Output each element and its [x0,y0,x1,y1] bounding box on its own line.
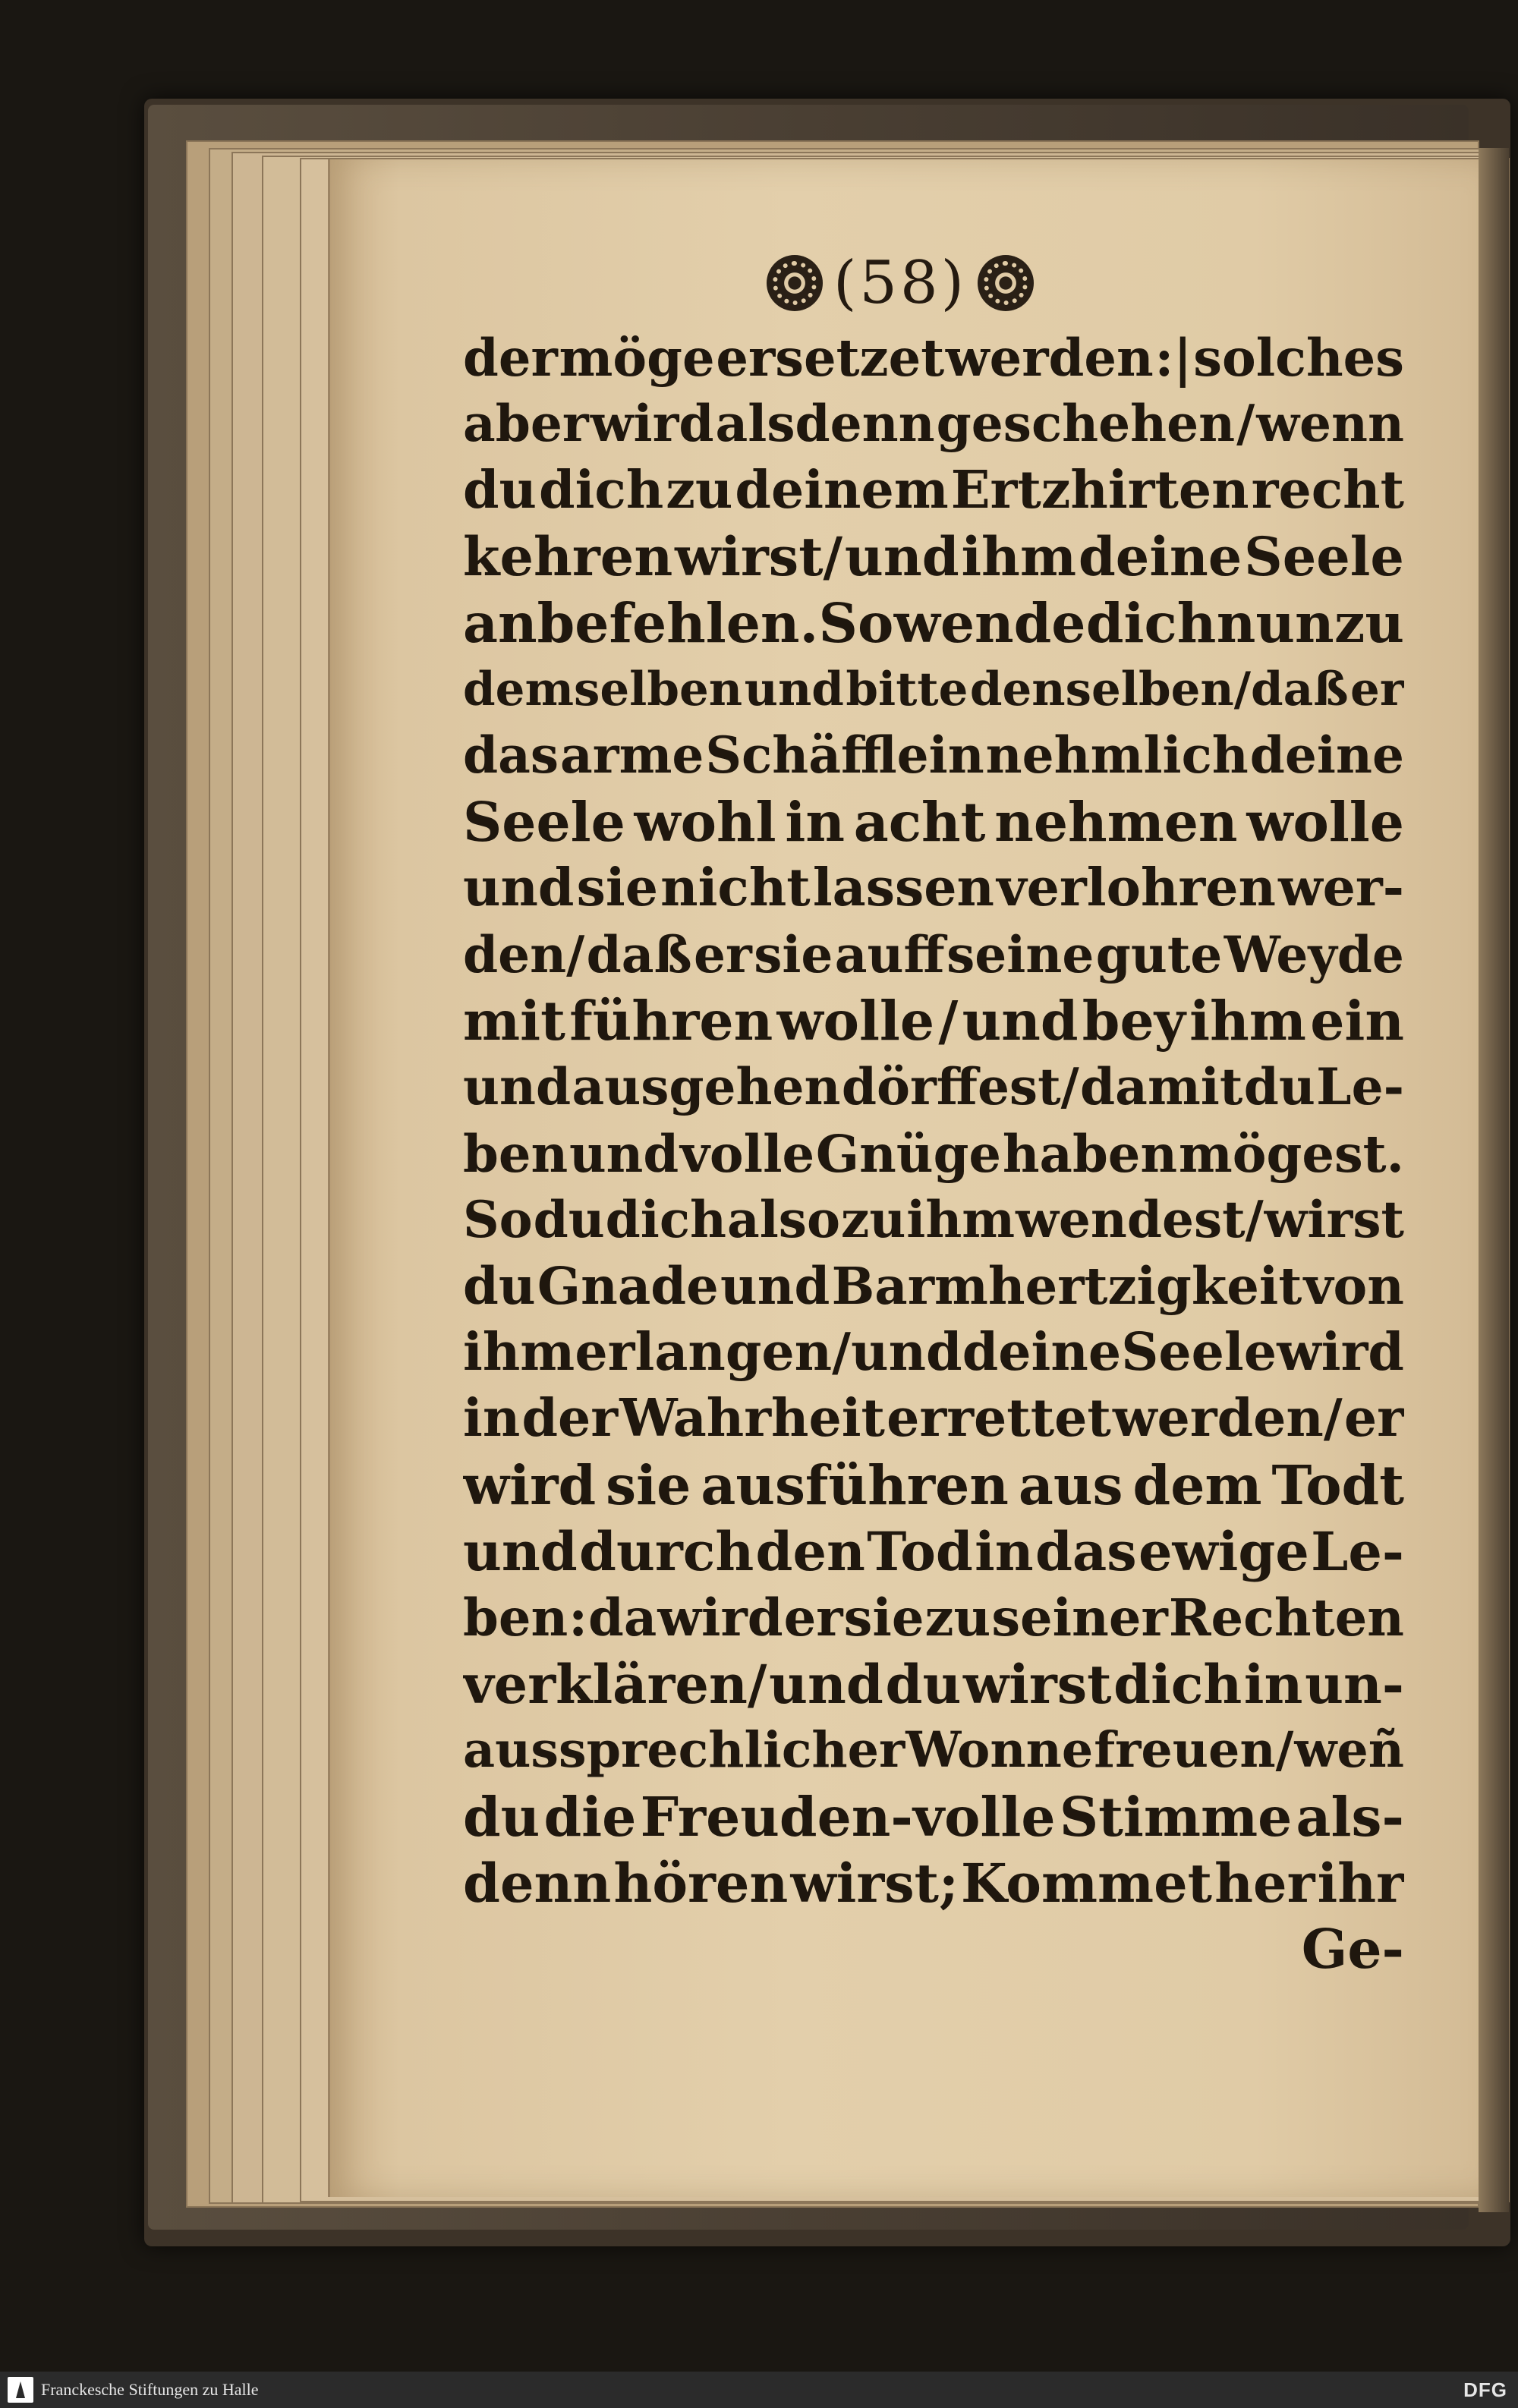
word: du [533,1190,605,1250]
word: Ertzhirten [950,459,1249,521]
word: Seele [463,789,625,854]
word: ihm [906,1190,1016,1250]
word: der [521,1388,619,1450]
institution-name: Franckesche Stiftungen zu Halle [41,2380,259,2399]
word: und [568,1123,679,1184]
word: Kommet [960,1851,1212,1915]
word: ihr [1317,1851,1404,1915]
word: das [463,726,559,785]
word: denselben/daß [969,662,1349,716]
word: un- [1305,1652,1404,1716]
word: wenn [1256,394,1404,454]
word: sie [606,1453,691,1517]
word: weñ [1294,1721,1404,1780]
word: Seele [1121,1321,1277,1383]
word: wird [1277,1321,1404,1383]
text-line [463,1651,1404,1717]
word: Gnüge [815,1123,1002,1184]
word: er [783,1588,843,1648]
word: Barmhertzigkeit [831,1256,1302,1317]
word: wer- [1278,858,1404,919]
word: er [694,924,752,984]
word: wird [463,1453,597,1517]
word: Todt [1271,1453,1404,1517]
word: wirst [1264,1190,1404,1250]
text-line [463,1187,1404,1253]
text-line [463,590,1404,656]
word: und [844,525,959,589]
word: acht [853,789,986,854]
word: Stimme [1059,1784,1293,1849]
word: Weyde [1224,924,1404,984]
word: nicht [660,858,811,919]
word: also [726,1190,840,1250]
word: Wonne [905,1721,1094,1780]
word: Rechten [1168,1588,1404,1648]
word: werden/ [1112,1388,1343,1450]
word: aussprechlicher [463,1721,905,1780]
text-line [463,1054,1404,1120]
word: volle [680,1123,815,1184]
word: nun [1216,590,1334,655]
word: in [1243,1652,1303,1716]
page-ornament-icon [978,255,1034,311]
word: deine [1249,726,1404,785]
word: und [463,858,575,919]
text-line [463,325,1404,391]
word: denn [463,1851,612,1915]
word: wirst/ [675,525,843,589]
text-line [463,1519,1404,1585]
text-line [463,988,1404,1054]
word: führen [569,988,773,1053]
word: aber [463,394,589,454]
institution-logo-icon [8,2377,33,2403]
word: auff [834,924,945,984]
word: möge [559,328,715,388]
word: erlangen/ [575,1321,851,1383]
text-line [463,1784,1404,1850]
word: demselben [463,662,743,716]
word: ausgehen [572,1057,841,1117]
text-line [463,1121,1404,1187]
word: verlohren [997,858,1276,919]
word: So [463,1190,533,1250]
word: und [769,1652,883,1716]
word: ersetzet [716,328,945,388]
word: in [463,1388,521,1450]
word: Tod [867,1520,973,1584]
word: sie [843,1588,924,1648]
word: den [755,1520,865,1584]
word: daß [586,924,692,984]
book-gutter [1479,148,1509,2212]
word: :| [1154,328,1192,388]
word: arme [560,726,704,785]
word: du [463,1784,540,1849]
word: Seele [1244,525,1404,589]
word: der [463,328,558,388]
word: den/ [463,924,585,984]
text-line [463,789,1404,855]
word: Schäfflein [705,726,984,785]
word: du [885,1652,962,1716]
word: und [851,1321,962,1383]
text-line [463,1320,1404,1386]
word: seiner [991,1588,1168,1648]
word: wolle [1246,789,1404,854]
word: ben [463,1123,568,1184]
word: er [1343,1388,1404,1450]
footer-institution[interactable] [0,2377,259,2403]
word: durch [579,1520,754,1584]
page-text [463,325,1404,1983]
word: Freuden-volle [640,1784,1056,1849]
word: gute [1095,924,1223,984]
text-line [463,722,1404,789]
word: die [543,1784,637,1849]
page-number: (58) [833,249,968,317]
text-line [463,1453,1404,1519]
word: wohl [634,789,776,854]
word: wirst [963,1652,1112,1716]
word: in [785,789,845,854]
word: damit [1080,1057,1243,1117]
text-line [463,922,1404,988]
word: ihm [1189,988,1306,1053]
word: und [744,662,844,716]
word: das [1035,1520,1137,1584]
word: wird [590,394,714,454]
word: Ge- [1301,1917,1404,1981]
text-line [463,855,1404,921]
footer-bar [0,2372,1518,2408]
word: als- [1296,1784,1404,1849]
dfg-badge[interactable]: DFG [1463,2378,1507,2401]
word: bey [1082,988,1186,1053]
word: wolle [776,988,935,1053]
word: bitte [846,662,968,716]
word: deine [962,1321,1122,1383]
word: zu [924,1588,991,1648]
word: ein [1310,988,1404,1053]
word: er [1350,662,1404,716]
word: dich [1113,1652,1242,1716]
word: mögest. [1178,1123,1404,1184]
word: alsdenn [715,394,935,454]
word: / [1236,394,1255,454]
word: deinem [735,459,949,521]
word: / [938,988,959,1053]
word: zu [1334,590,1404,655]
word: wirst; [790,1851,959,1915]
word: deine [1078,525,1242,589]
word: recht [1251,459,1404,521]
word: wird [657,1588,783,1648]
word: mit [463,988,565,1053]
text-line [463,1253,1404,1319]
word: Le- [1316,1057,1404,1117]
word: haben [1002,1123,1178,1184]
word: So [818,590,894,655]
catchword [463,1916,1404,1982]
word: Wahrheit [619,1388,885,1450]
word: aus [1018,1453,1123,1517]
text-line [463,524,1404,590]
word: anbefehlen. [463,590,819,655]
text-line [463,1850,1404,1916]
word: zu [840,1190,906,1250]
word: verklären/ [463,1652,767,1716]
word: du [463,1256,536,1317]
text-line [463,1717,1404,1783]
word: dörffest/ [841,1057,1079,1117]
word: und [463,1057,572,1117]
word: werden [945,328,1154,388]
word: in [975,1520,1034,1584]
word: Gnade [537,1256,719,1317]
text-line [463,391,1404,457]
word: Le- [1311,1520,1404,1584]
word: hören [613,1851,789,1915]
word: und [463,1520,578,1584]
word: sie [754,924,833,984]
page-header [767,241,1034,325]
word: ewige [1138,1520,1309,1584]
word: da [588,1588,657,1648]
word: dich [605,1190,727,1250]
word: ben [463,1588,568,1648]
word: freuen/ [1094,1721,1294,1780]
text-line [463,1585,1404,1651]
word: wende [893,590,1086,655]
word: und [720,1256,830,1317]
word: du [1243,1057,1315,1117]
word: errettet [887,1388,1111,1450]
word: sie [576,858,658,919]
word: dich [1085,590,1217,655]
word: geschehen [936,394,1236,454]
word: lassen [812,858,994,919]
word: her [1214,1851,1315,1915]
word: seine [946,924,1094,984]
text-line [463,656,1404,722]
word: ihm [961,525,1077,589]
page-ornament-icon [767,255,823,311]
word: wendest/ [1016,1190,1264,1250]
word: nehmlich [985,726,1249,785]
word: solches [1193,328,1404,388]
word: nehmen [994,789,1238,854]
word: dem [1132,1453,1262,1517]
word: zu [666,459,733,521]
text-line [463,458,1404,524]
word: dich [539,459,664,521]
word: kehren [463,525,673,589]
word: ihm [463,1321,575,1383]
word: ausführen [701,1453,1009,1517]
word: du [463,459,537,521]
word: : [568,1588,587,1648]
word: und [962,988,1079,1053]
word: von [1303,1256,1404,1317]
text-line [463,1386,1404,1452]
